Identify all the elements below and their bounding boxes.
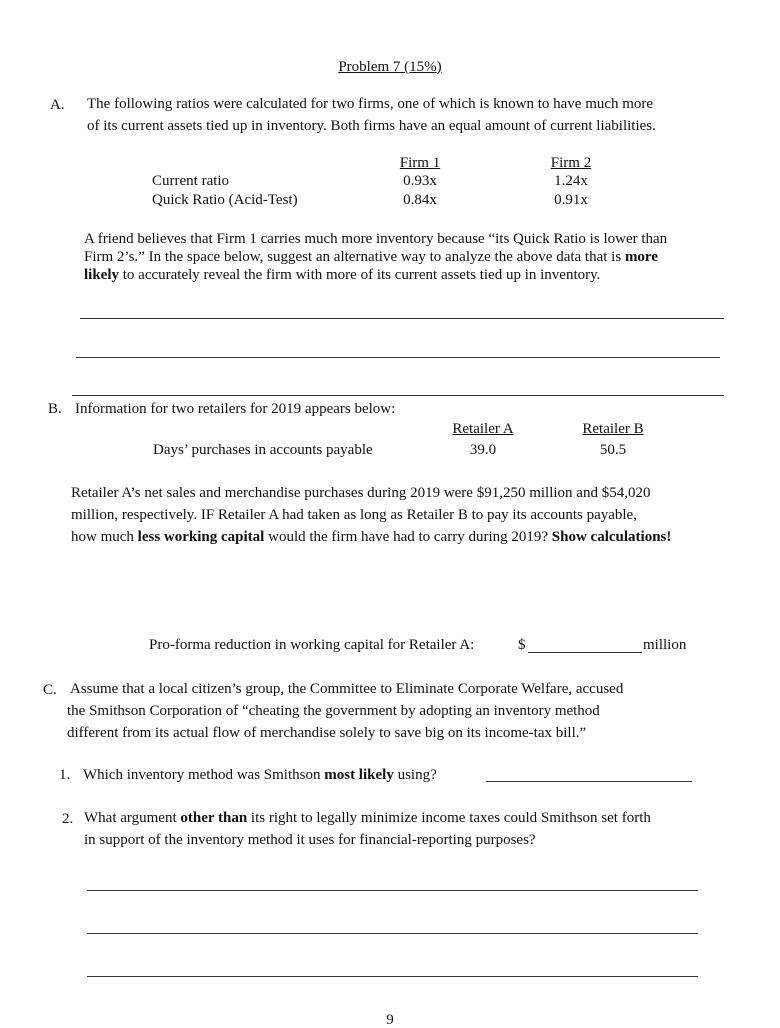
quick-ratio-firm-2: 0.91x — [554, 192, 588, 208]
part-c-intro-line2: the Smithson Corporation of “cheating the government by adopting an inventory method — [67, 703, 600, 719]
question-text: What argument — [84, 810, 181, 826]
header-firm-1: Firm 1 — [399, 155, 441, 171]
part-c-intro-line1: Assume that a local citizen’s group, the Committee to Eliminate Corporate Welfare, accused — [70, 681, 624, 697]
inventory-method-answer-field[interactable] — [486, 781, 692, 782]
header-retailer-b: Retailer B — [582, 421, 644, 437]
question-c1-number: 1. — [59, 767, 71, 783]
question-c1-text — [83, 768, 437, 783]
row-label-quick-ratio: Quick Ratio (Acid-Test) — [152, 192, 298, 208]
emphasis-other-than: other than — [180, 810, 248, 826]
question-text: Firm 2’s.” In the space below, suggest an alternative way to analyze the above data that is — [84, 249, 625, 265]
emphasis-more: more — [624, 249, 658, 265]
part-b-question-line3 — [71, 526, 671, 548]
current-ratio-firm-2: 1.24x — [554, 173, 588, 189]
answer-currency: $ — [518, 637, 526, 653]
days-payable-retailer-b: 50.5 — [599, 442, 627, 458]
question-text: to accurately reveal the firm with more of its current assets tied up in inventory. — [119, 267, 601, 283]
part-a-label: A. — [50, 97, 65, 113]
question-text: how much — [71, 529, 138, 545]
part-b-label: B. — [48, 401, 62, 417]
answer-line-a-1[interactable] — [80, 318, 724, 319]
row-label-days-payable: Days’ purchases in accounts payable — [153, 442, 373, 458]
row-label-current-ratio: Current ratio — [152, 173, 230, 189]
part-b-question-line1: Retailer A’s net sales and merchandise purchases during 2019 were $91,250 million and $54,020 — [71, 485, 651, 501]
answer-line-a-2[interactable] — [76, 357, 720, 358]
question-c2-line2: in support of the inventory method it uses for financial-reporting purposes? — [84, 832, 536, 848]
answer-line-c2-2[interactable] — [87, 933, 698, 934]
question-text: using? — [393, 767, 437, 783]
part-b-question-line2: million, respectively. IF Retailer A had taken as long as Retailer B to pay its accounts payable, — [71, 507, 637, 523]
working-capital-answer-field[interactable] — [528, 652, 642, 653]
current-ratio-firm-1: 0.93x — [403, 173, 437, 189]
part-b-intro: Information for two retailers for 2019 appears below: — [75, 401, 396, 417]
part-c-intro-line3: different from its actual flow of merchandise solely to save big on its income-tax bill.” — [67, 725, 587, 741]
part-a-intro-line2: of its current assets tied up in inventory. Both firms have an equal amount of current liabilities. — [87, 118, 656, 134]
question-text: would the firm have had to carry during 2019? — [264, 529, 552, 545]
answer-line-c2-3[interactable] — [87, 976, 698, 977]
emphasis-likely: likely — [84, 267, 120, 283]
part-a-intro-line1: The following ratios were calculated for two firms, one of which is known to have much more — [87, 96, 654, 112]
answer-unit: million — [643, 637, 687, 653]
part-a-question-line1: A friend believes that Firm 1 carries much more inventory because “its Quick Ratio is lower than — [84, 231, 668, 247]
emphasis-show-calculations: Show calculations! — [551, 529, 672, 545]
quick-ratio-firm-1: 0.84x — [403, 192, 437, 208]
question-text: its right to legally minimize income taxes could Smithson set forth — [247, 810, 651, 826]
header-firm-2: Firm 2 — [550, 155, 592, 171]
answer-label-working-capital: Pro-forma reduction in working capital for Retailer A: — [149, 637, 475, 653]
days-payable-retailer-a: 39.0 — [469, 442, 497, 458]
question-c2-number: 2. — [62, 811, 74, 827]
header-retailer-a: Retailer A — [452, 421, 514, 437]
question-text: Which inventory method was Smithson — [83, 767, 325, 783]
part-a-question-line3 — [84, 264, 600, 286]
page-number: 9 — [386, 1012, 394, 1028]
answer-line-a-3[interactable] — [72, 395, 724, 396]
part-c-label: C. — [43, 682, 57, 698]
emphasis-most-likely: most likely — [324, 767, 394, 783]
answer-line-c2-1[interactable] — [87, 890, 698, 891]
question-c2-line1 — [84, 807, 651, 829]
emphasis-less-working-capital: less working capital — [137, 529, 265, 545]
problem-title: Problem 7 (15%) — [338, 59, 442, 75]
